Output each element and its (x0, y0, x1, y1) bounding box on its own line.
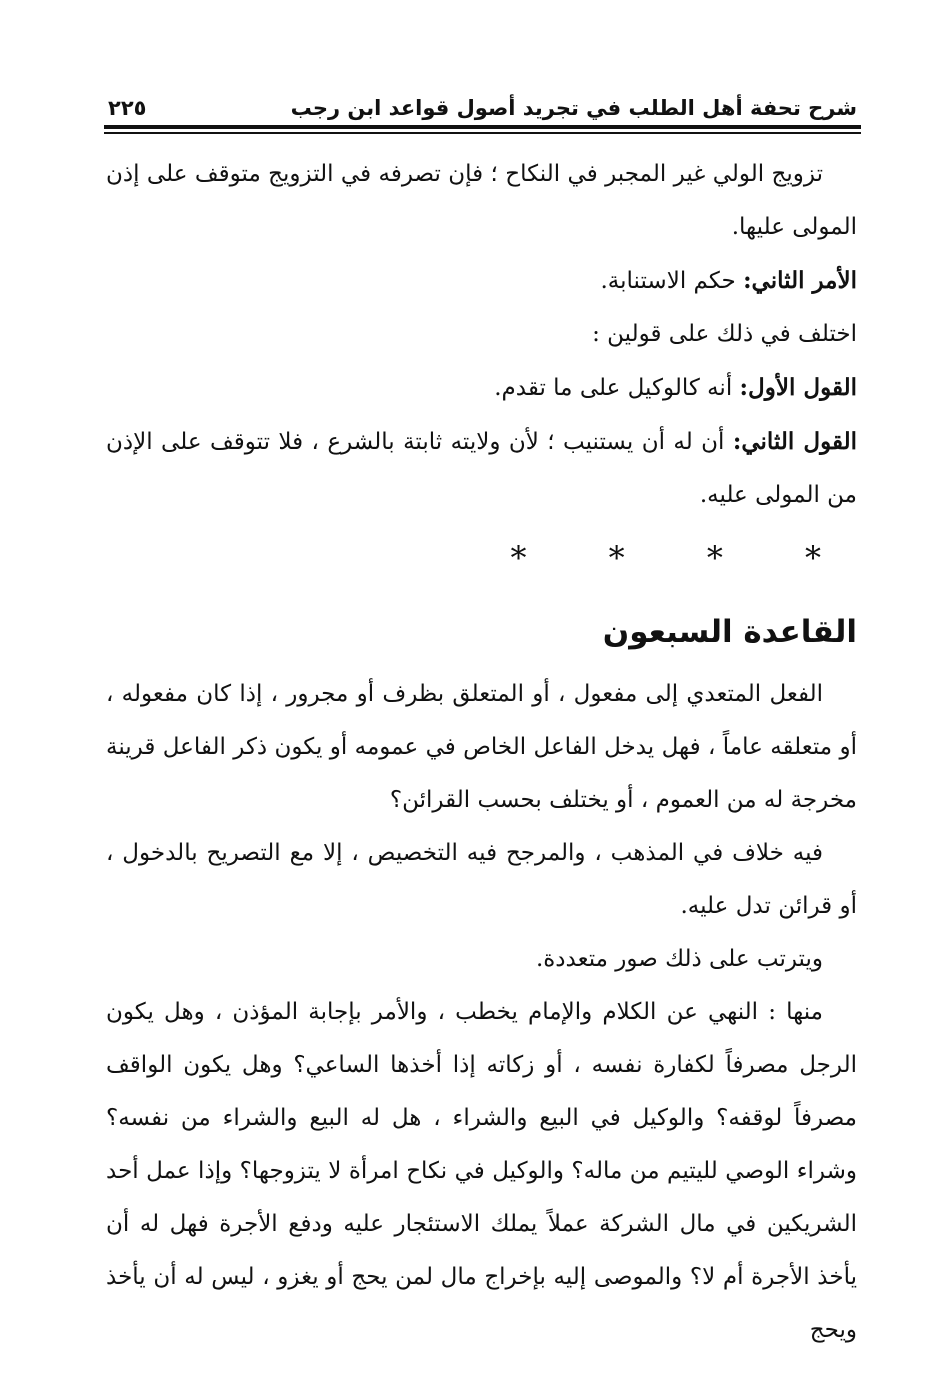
header-rule-thin (104, 132, 861, 134)
saying-one-label: القول الأول: (739, 374, 857, 401)
paragraph-saying-one (106, 361, 857, 415)
paragraph-consequence: ويترتب على ذلك صور متعددة. (535, 946, 823, 972)
running-title: شرح تحفة أهل الطلب في تجريد أصول قواعد ابن رجب (290, 96, 857, 120)
paragraph-continuation: تزويج الولي غير المجبر في النكاح ؛ فإن تصرفه في التزويج متوقف على إذن المولى عليها. (106, 161, 857, 240)
paragraph-dispute: فيه خلاف في المذهب ، والمرجح فيه التخصيص ، إلا مع التصريح بالدخول ، أو قرائن تدل عليه. (106, 840, 857, 919)
page-body (106, 148, 857, 1357)
saying-two-text: أن له أن يستنيب ؛ لأن ولايته ثابتة بالشرع ، فلا تتوقف على الإذن من المولى عليه. (106, 429, 857, 508)
saying-two-label: القول الثاني: (732, 428, 857, 455)
paragraph-matter-two (106, 254, 857, 308)
page-number: ٢٢٥ (108, 96, 147, 120)
saying-one-text: أنه كالوكيل على ما تقدم. (494, 375, 733, 401)
page-header (108, 84, 857, 120)
matter-two-text: حكم الاستنابة. (600, 268, 736, 294)
paragraph-differ: اختلف في ذلك على قولين : (592, 321, 857, 347)
paragraph-examples: منها : النهي عن الكلام والإمام يخطب ، والأمر بإجابة المؤذن ، وهل يكون الرجل مصرفاً لكفارة نفسه ، أو زكاته إذا أخذها الساعي؟ وهل يكون الواقف مصرفاً لوقفه؟ والوكيل في البيع والشراء ، هل له البيع والشراء من نفسه؟ وشراء الوصي لليتيم من ماله؟ والوكيل في نكاح امرأة لا يتزوجها؟ وإذا عمل أحد الشريكين في مال الشركة عملاً يملك الاستئجار عليه ودفع الأجرة فهل له أن يأخذ الأجرة أم لا؟ والموصى إليه بإخراج مال لمن يحج أو يغزو ، ليس له أن يأخذ ويحج (106, 999, 857, 1343)
header-rule-thick (104, 125, 861, 129)
paragraph-rule-text: الفعل المتعدي إلى مفعول ، أو المتعلق بظرف أو مجرور ، إذا كان مفعوله ، أو متعلقه عاماً ، فهل يدخل الفاعل الخاص في عمومه أو يكون ذكر الفاعل قرينة مخرجة له من العموم ، أو يختلف بحسب القرائن؟ (106, 681, 857, 813)
matter-two-label: الأمر الثاني: (743, 267, 857, 294)
section-separator: * * * * (510, 539, 857, 577)
rule-heading: القاعدة السبعون (602, 614, 857, 650)
paragraph-saying-two (106, 415, 857, 522)
